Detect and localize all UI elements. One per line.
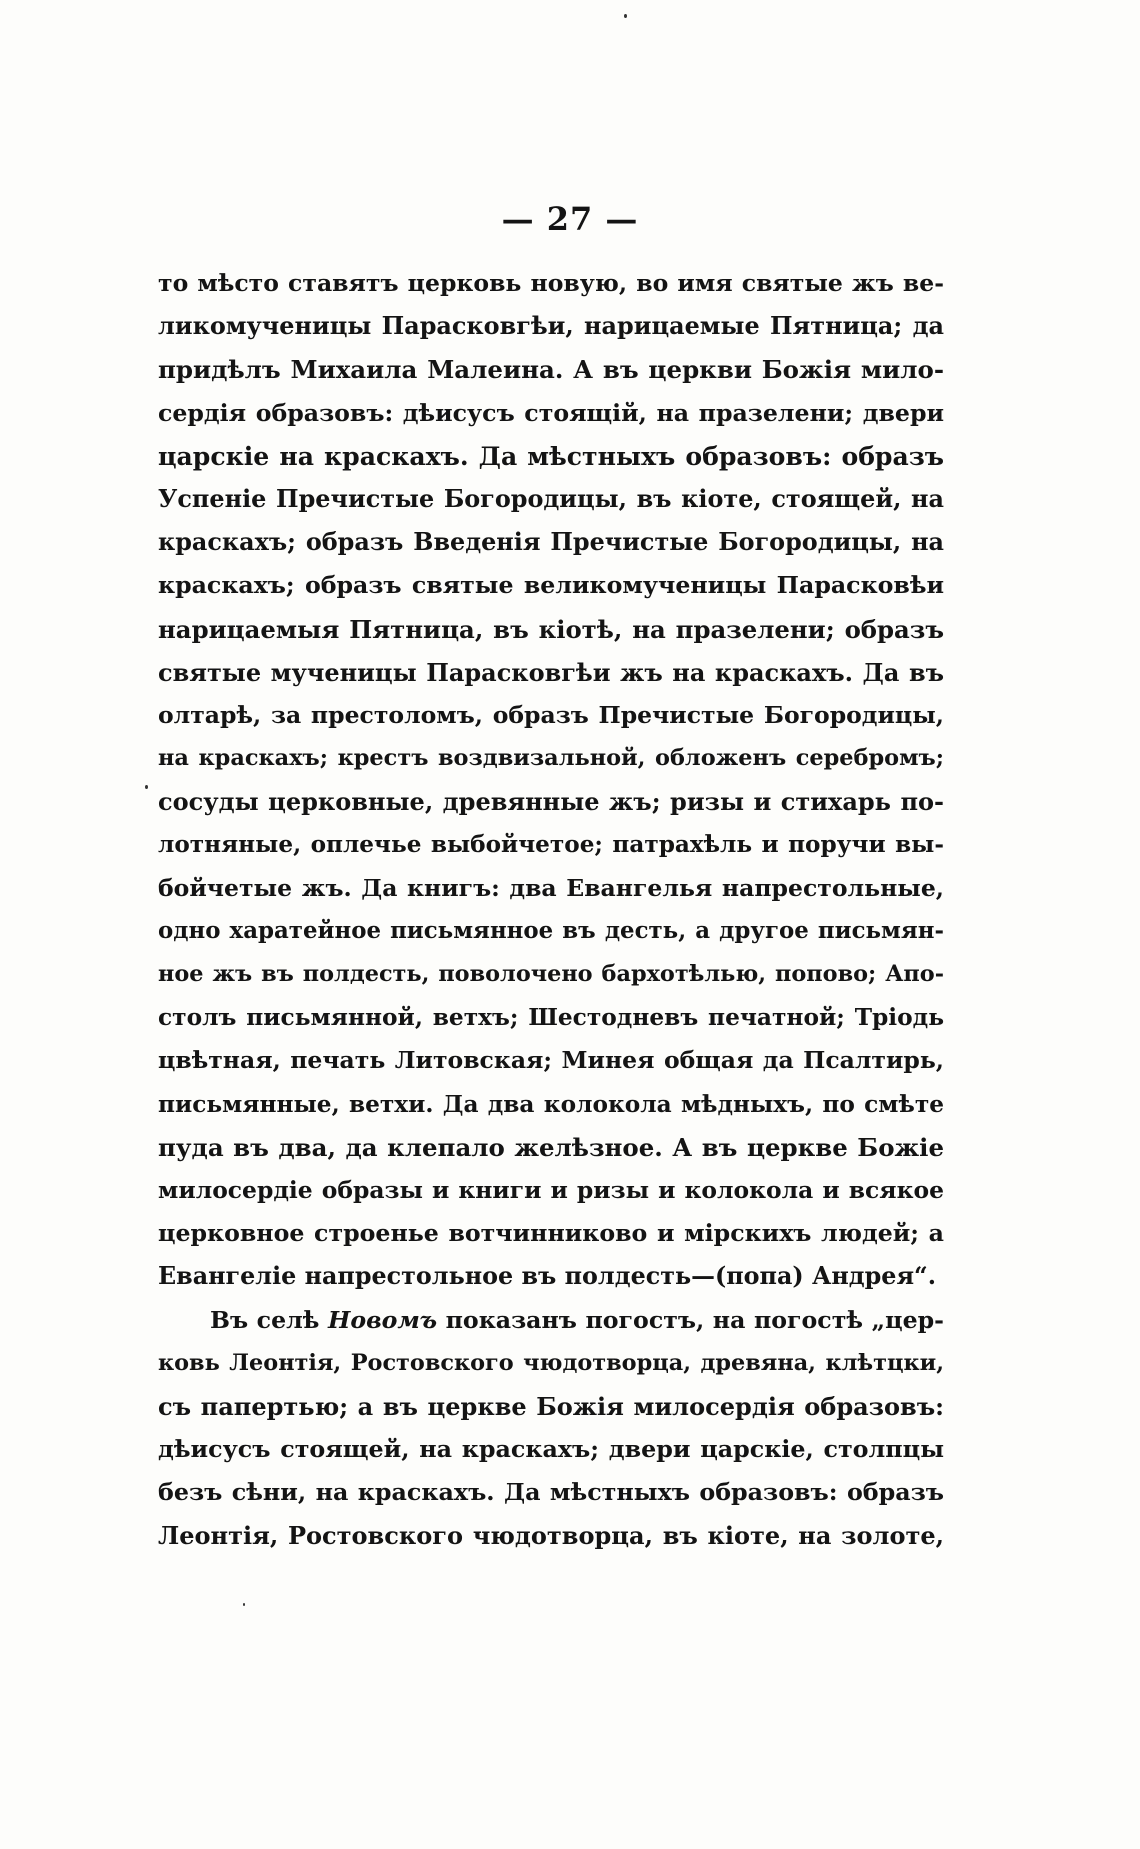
text-line: сосуды церковные, древянные жъ; ризы и стихарь по- <box>158 787 944 817</box>
text-line: дѣисусъ стоящей, на краскахъ; двери царскіе, столпцы <box>158 1435 944 1464</box>
text-line: письмянные, ветхи. Да два колокола мѣдныхъ, по смѣте <box>158 1090 944 1118</box>
body-text <box>158 262 944 1558</box>
text-line: Успеніе Пречистые Богородицы, въ кіоте, стоящей, на <box>158 484 944 513</box>
text-line: сердія образовъ: дѣисусъ стоящій, на празелени; двери <box>158 398 944 427</box>
ink-speck-top <box>624 14 627 18</box>
text-line: милосердіе образы и книги и ризы и колокола и всякое <box>158 1175 944 1204</box>
line-text-after: показанъ погостъ, на погостѣ „цер- <box>437 1305 944 1334</box>
text-line: краскахъ; образъ святые великомученицы Парасковѣи <box>158 571 944 600</box>
paragraph-start-line <box>158 1299 944 1342</box>
text-line: цвѣтная, печать Литовская; Минея общая да Псалтирь, <box>158 1046 944 1075</box>
paragraph-end-line: Евангеліе напрестольное въ полдесть—(попа) Андрея“. <box>158 1262 937 1291</box>
text-line: придѣлъ Михаила Малеина. А въ церкви Божія мило- <box>158 355 944 385</box>
text-line: ное жъ въ полдесть, поволочено бархотѣлью, попово; Апо- <box>158 961 944 987</box>
text-line: на краскахъ; крестъ воздвизальной, обложенъ серебромъ; <box>158 745 944 772</box>
page-number: — 27 — <box>501 200 639 238</box>
text-line: церковное строенье вотчинниково и мірскихъ людей; а <box>158 1219 944 1248</box>
text-line: Леонтія, Ростовского чюдотворца, въ кіоте, на золоте, <box>158 1521 944 1551</box>
text-line: одно харатейное письмянное въ десть, а другое письмян- <box>158 917 944 944</box>
text-line: царскіе на краскахъ. Да мѣстныхъ образовъ: образъ <box>158 440 944 471</box>
text-line: олтарѣ, за престоломъ, образъ Пречистые Богородицы, <box>158 700 944 729</box>
text-line: лотняные, оплечье выбойчетое; патрахѣль и поручи вы- <box>158 831 944 859</box>
text-line: столъ письмянной, ветхъ; Шестодневъ печатной; Тріодь <box>158 1004 944 1032</box>
line-text-before: Въ селѣ <box>210 1305 328 1334</box>
text-line: ликомученицы Парасковгѣи, нарицаемые Пятница; да <box>158 312 944 341</box>
text-line: то мѣсто ставятъ церковь новую, во имя святые жъ ве- <box>158 269 944 297</box>
ink-speck-bottom <box>243 1603 245 1606</box>
ink-speck-margin <box>145 785 148 789</box>
text-line: бойчетые жъ. Да книгъ: два Евангелья напрестольные, <box>158 873 944 902</box>
text-line: безъ сѣни, на краскахъ. Да мѣстныхъ образовъ: образъ <box>158 1478 944 1507</box>
text-line: съ папертью; а въ церкве Божія милосердія образовъ: <box>158 1391 944 1421</box>
village-name-italic: Новомъ <box>327 1305 438 1334</box>
text-line: краскахъ; образъ Введенія Пречистые Богородицы, на <box>158 528 944 557</box>
text-line: пуда въ два, да клепало желѣзное. А въ церкве Божіе <box>158 1132 944 1162</box>
text-line: ковь Леонтія, Ростовского чюдотворца, древяна, клѣтцки, <box>158 1349 944 1376</box>
text-line: святые мученицы Парасковгѣи жъ на краскахъ. Да въ <box>158 657 944 687</box>
text-line: нарицаемыя Пятница, въ кіотѣ, на празелени; образъ <box>158 614 944 644</box>
